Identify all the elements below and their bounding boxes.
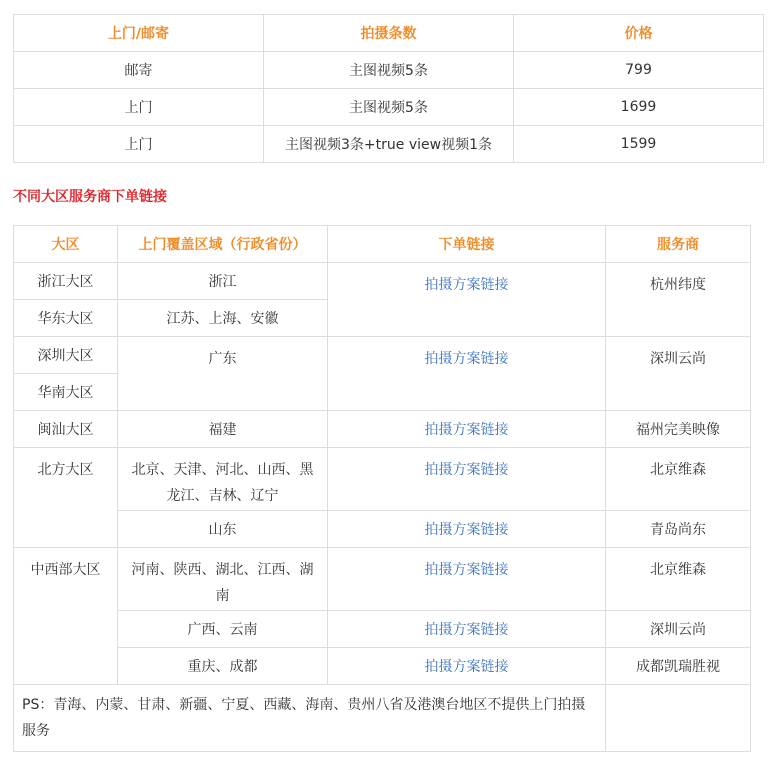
order-link-cell	[328, 411, 606, 448]
table-row	[14, 126, 764, 163]
vendor-cell: 杭州纬度	[606, 263, 751, 337]
order-link[interactable]: 拍摄方案链接	[424, 659, 509, 675]
order-link[interactable]: 拍摄方案链接	[424, 562, 509, 578]
coverage-cell: 广东	[118, 337, 328, 411]
table-row	[14, 511, 751, 548]
vendor-cell: 北京维森	[606, 548, 751, 611]
price-cell: 1599	[514, 126, 764, 163]
coverage-cell: 广西、云南	[118, 611, 328, 648]
header-service-mode: 上门/邮寄	[14, 15, 264, 52]
coverage-cell: 山东	[118, 511, 328, 548]
order-link[interactable]: 拍摄方案链接	[424, 622, 509, 638]
region-cell: 华东大区	[14, 300, 118, 337]
coverage-cell: 江苏、上海、安徽	[118, 300, 328, 337]
vendor-cell: 福州完美映像	[606, 411, 751, 448]
region-table	[13, 225, 751, 752]
table-row	[14, 548, 751, 611]
header-price: 价格	[514, 15, 764, 52]
table-row	[14, 89, 764, 126]
shoot-count-cell: 主图视频3条+true view视频1条	[264, 126, 514, 163]
region-cell: 浙江大区	[14, 263, 118, 300]
shoot-count-cell: 主图视频5条	[264, 89, 514, 126]
price-cell: 1699	[514, 89, 764, 126]
table-row	[14, 448, 751, 511]
coverage-cell: 重庆、成都	[118, 648, 328, 685]
order-link[interactable]: 拍摄方案链接	[424, 422, 509, 438]
vendor-cell: 北京维森	[606, 448, 751, 511]
order-link-cell	[328, 611, 606, 648]
region-cell: 深圳大区	[14, 337, 118, 374]
header-region: 大区	[14, 226, 118, 263]
order-link-cell	[328, 648, 606, 685]
order-link[interactable]: 拍摄方案链接	[424, 351, 509, 367]
header-coverage: 上门覆盖区域（行政省份）	[118, 226, 328, 263]
service-mode-cell: 上门	[14, 126, 264, 163]
table-row	[14, 648, 751, 685]
ps-note: PS：青海、内蒙、甘肃、新疆、宁夏、西藏、海南、贵州八省及港澳台地区不提供上门拍摄服务	[14, 685, 606, 752]
coverage-cell: 北京、天津、河北、山西、黑龙江、吉林、辽宁	[118, 448, 328, 511]
order-link-cell	[328, 263, 606, 337]
region-cell: 华南大区	[14, 374, 118, 411]
region-header-row	[14, 226, 751, 263]
section-title: 不同大区服务商下单链接	[13, 189, 167, 205]
coverage-cell: 浙江	[118, 263, 328, 300]
coverage-cell: 福建	[118, 411, 328, 448]
region-cell: 中西部大区	[14, 548, 118, 685]
order-link-cell	[328, 511, 606, 548]
coverage-cell: 河南、陕西、湖北、江西、湖南	[118, 548, 328, 611]
header-shoot-count: 拍摄条数	[264, 15, 514, 52]
vendor-cell: 成都凯瑞胜视	[606, 648, 751, 685]
service-mode-cell: 邮寄	[14, 52, 264, 89]
order-link-cell	[328, 548, 606, 611]
table-row	[14, 337, 751, 374]
vendor-cell: 青岛尚东	[606, 511, 751, 548]
region-cell: 闽汕大区	[14, 411, 118, 448]
header-vendor: 服务商	[606, 226, 751, 263]
table-row	[14, 52, 764, 89]
table-row	[14, 411, 751, 448]
ps-row	[14, 685, 751, 752]
table-row	[14, 611, 751, 648]
vendor-cell: 深圳云尚	[606, 337, 751, 411]
vendor-cell: 深圳云尚	[606, 611, 751, 648]
header-order-link: 下单链接	[328, 226, 606, 263]
order-link-cell	[328, 337, 606, 411]
order-link[interactable]: 拍摄方案链接	[424, 277, 509, 293]
pricing-table	[13, 14, 764, 163]
service-mode-cell: 上门	[14, 89, 264, 126]
empty-cell	[606, 685, 751, 752]
table-row	[14, 263, 751, 300]
order-link-cell	[328, 448, 606, 511]
pricing-header-row	[14, 15, 764, 52]
price-cell: 799	[514, 52, 764, 89]
order-link[interactable]: 拍摄方案链接	[424, 522, 509, 538]
region-cell: 北方大区	[14, 448, 118, 548]
shoot-count-cell: 主图视频5条	[264, 52, 514, 89]
order-link[interactable]: 拍摄方案链接	[424, 462, 509, 478]
